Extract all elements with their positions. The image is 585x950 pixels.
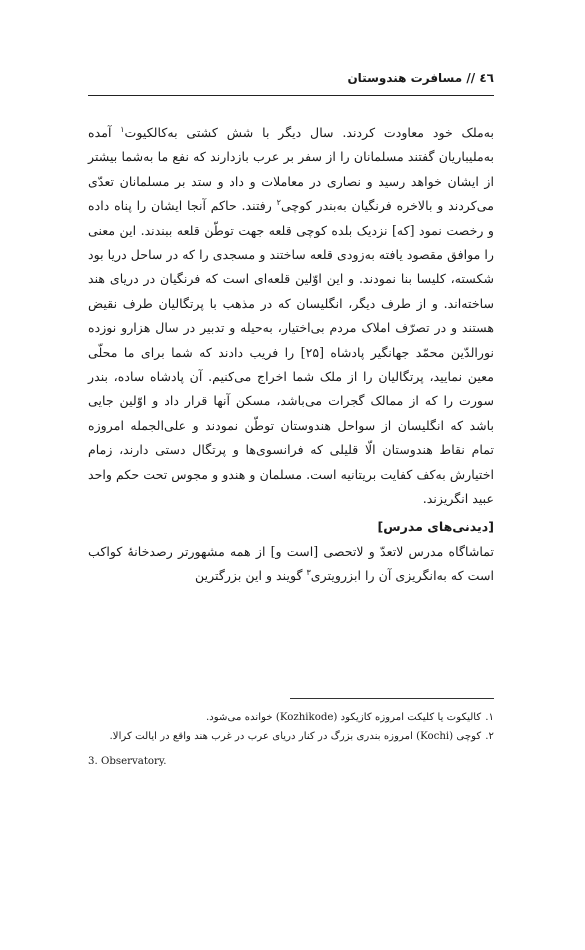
paragraph-1-part-a: به‌ملک خود معاودت کردند. سال دیگر با شش کشتی به‌کالکیوت [124, 125, 494, 140]
footnote-number: 3. [88, 756, 98, 767]
footnote-number: ۱. [485, 712, 494, 723]
page-number: ٤٦ [479, 71, 494, 85]
footnote-number: ۲. [485, 731, 494, 742]
footnotes [88, 708, 494, 771]
paragraph-1-part-b: آمده به‌ملیباریان گفتند مسلمانان را از سفر بر عرب بازدارند که نفع ما به‌شما بیشتر از ایشان خواهد رسید و نصاری در معاملات و داد و ستد بر مسلمانان تعدّی می‌کردند و بالاخره فرنگیان به‌بندر کوچی [88, 125, 494, 214]
footnote-ref-1: ۱ [120, 124, 125, 134]
header-separator: // [466, 71, 476, 85]
paragraph-1 [88, 121, 494, 512]
section-heading: [دیدنی‌های مدرس] [377, 518, 494, 534]
footnote-text: کوچی (Kochi) امروزه بندری بزرگ در کنار دریای عرب در غرب هند واقع در ایالت کرالا. [109, 731, 482, 742]
footnote-ref-2: ۲ [276, 198, 281, 208]
footnote-rule [290, 698, 494, 699]
footnote-1 [88, 708, 494, 727]
footnote-2 [88, 727, 494, 746]
running-title: مسافرت هندوستان [347, 71, 463, 85]
footnote-ref-3: ۳ [306, 568, 311, 578]
header-rule [88, 95, 494, 96]
main-text [88, 121, 494, 589]
paragraph-2-part-a: تماشاگاه مدرس لاتعدّ و لاتحصی [است و] از همه مشهورتر رصدخانهٔ کواکب است که به‌انگریزی آن را ابزرویتری [88, 543, 494, 584]
paragraph-1-part-c: رفتند. حاکم آنجا ایشان را پناه داده و رخصت نمود [که] نزدیک بلده کوچی قلعه جهت توطّن قلعه ببندند. این معنی را موافق مقصود یافته به‌زودی قلعه ساختند و مسجدی را که در ساحل دریا بود شکسته، کلیسا بنا نمودند. و این اوّلین قلعه‌ای است که فرنگیان در دریای هند ساخته‌اند. و از طرف دیگر، انگلیسان که در مذهب با پرتگالیان طرف نقیض هستند و در تصرّف املاک مردم بی‌اختیار، به‌حیله و تدبیر در سال هزارو نوزده نورالدّین محمّد جهانگیر پادشاه [۲۵] را فریب دادند که شما برای ما محلّی معین نمایید، پرتگالیان را از ملک شما اخراج می‌کنیم. آن پادشاه ساده، بندر سورت را که از ممالک گجرات می‌باشد، مسکن آنها قرار داد و اوّلین جایی باشد که انگلیسان از سواحل هندوستان توطّن نمودند و علی‌الجمله امروزه تمام نقاط هندوستان الّا قلیلی که فرانسوی‌ها و پرتگال دستی دارند، زمام اختیارش به‌کف کفایت بریتانیه است. مسلمان و هندو و مجوس تحت حکم واحد عبید انگریزند. [88, 198, 494, 507]
footnote-text: Observatory. [100, 756, 167, 767]
running-header [88, 66, 494, 90]
paragraph-2-part-b: گویند و این بزرگترین [195, 568, 307, 584]
footnote-text: کالیکوت یا کلیکت امروزه کازیکود (Kozhikode) خوانده می‌شود. [205, 712, 482, 723]
footnote-3 [88, 752, 494, 771]
paragraph-2 [88, 540, 494, 589]
